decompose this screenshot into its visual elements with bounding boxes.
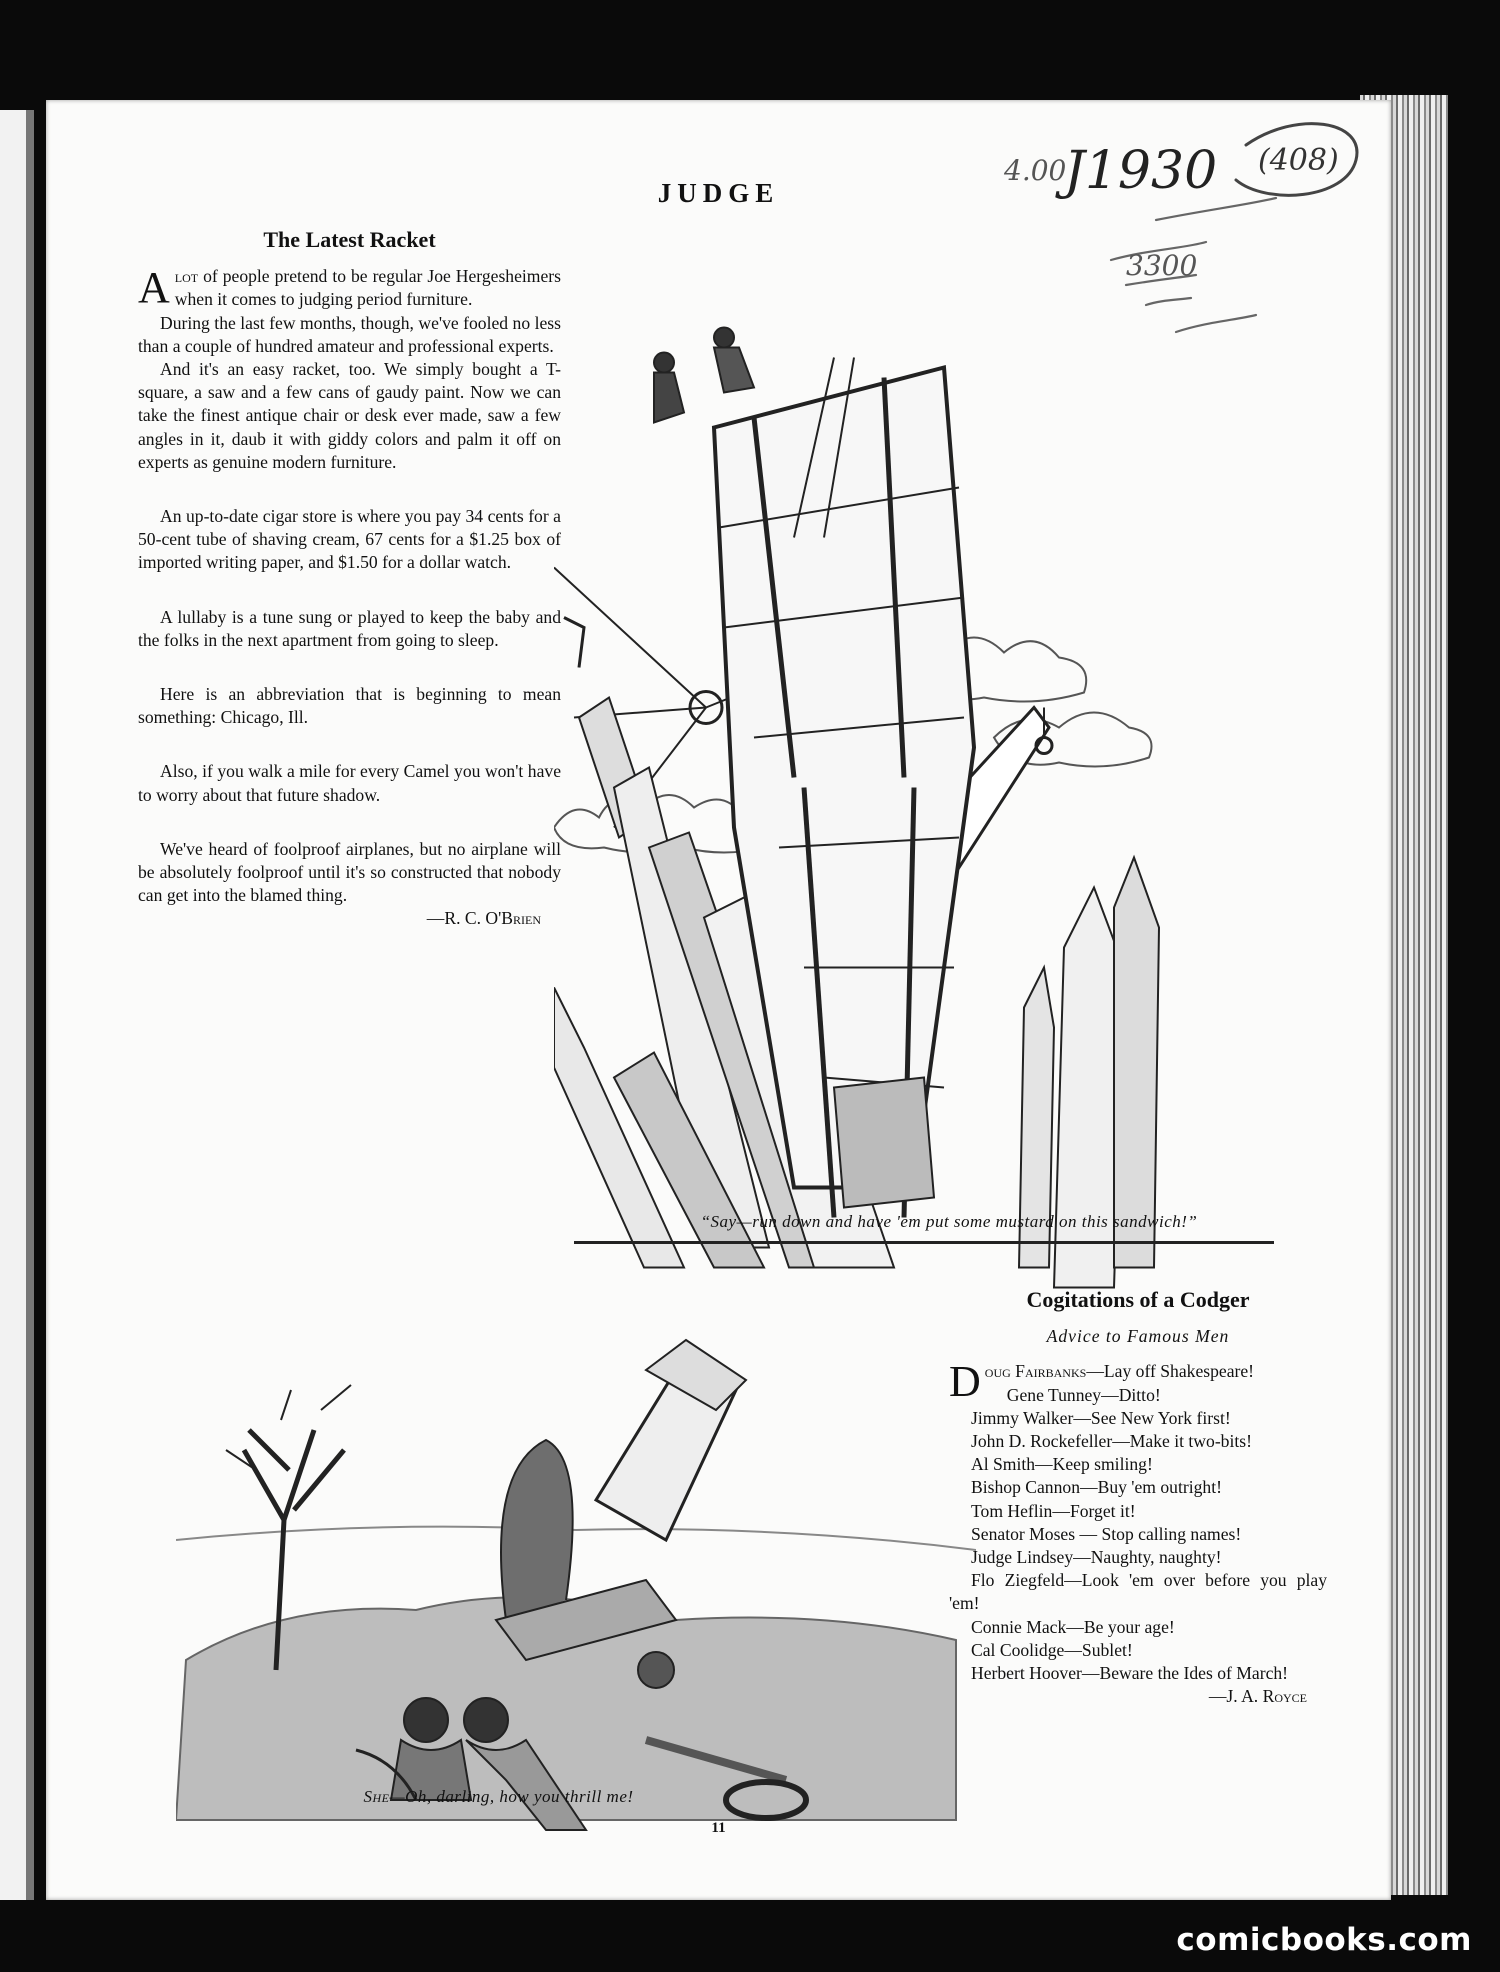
pencil-code: J1930 — [1064, 141, 1218, 201]
pencil-figure: 3300 — [1126, 249, 1198, 282]
article-title: The Latest Racket — [263, 227, 436, 252]
paragraph-5: A lullaby is a tune sung or played to keep the baby and the folks in the next apartment from going to sleep. — [138, 606, 561, 650]
advice-line: Flo Ziegfeld—Look 'em over before you play 'em! — [949, 1570, 1327, 1614]
pencil-price: 4.00 — [1004, 154, 1067, 187]
advice-line: Tom Heflin—Forget it! — [971, 1500, 1136, 1521]
paragraph-2: During the last few months, though, we've fooled no less than a couple of hundred amateur and professional experts. — [138, 312, 561, 356]
paragraph-1: Alot of people pretend to be regular Joe Hergesheimers when it comes to judging period furniture. — [138, 263, 561, 313]
pencil-number: (408) — [1258, 143, 1339, 178]
advice-line: Cal Coolidge—Sublet! — [971, 1639, 1133, 1660]
paragraph-4: An up-to-date cigar store is where you pay 34 cents for a 50-cent tube of shaving cream, 67 cents for a $1.25 box of imported writing paper, and $1.50 for a dollar watch. — [138, 506, 561, 573]
paragraph-7: Also, if you walk a mile for every Camel you won't have to worry about that future shadow. — [138, 761, 561, 805]
drop-cap: D — [949, 1357, 981, 1407]
advice-line: John D. Rockefeller—Make it two-bits! — [971, 1431, 1252, 1452]
tower-cartoon-caption: “Say—run down and have 'em put some mustard on this sandwich!” — [700, 1212, 1198, 1231]
article-signature: —R. C. O'Brien — [426, 908, 541, 929]
advice-line: Connie Mack—Be your age! — [971, 1616, 1175, 1637]
advice-line: Gene Tunney—Ditto! — [1006, 1384, 1161, 1405]
watermark-logo: comicbooks.com — [1176, 1922, 1472, 1958]
paragraph-6: Here is an abbreviation that is beginning to mean something: Chicago, Ill. — [138, 684, 561, 728]
advice-line: Herbert Hoover—Beware the Ides of March! — [971, 1663, 1289, 1684]
page-number: 11 — [711, 1820, 726, 1836]
left-page-gutter — [26, 110, 34, 1900]
tower-cartoon-illustration — [554, 225, 1344, 1310]
article-cogitations-of-a-codger — [949, 1288, 1327, 1708]
article-title: Cogitations of a Codger — [1026, 1287, 1250, 1312]
paragraph-3: And it's an easy racket, too. We simply bought a T-square, a saw and a few cans of gaudy paint. Now we can take the finest antique chair or desk ever made, saw a few angles in it, daub it with giddy colors and palm it off on experts as genuine modern furniture. — [138, 359, 561, 472]
advice-line: Senator Moses — Stop calling names! — [971, 1523, 1242, 1544]
article-subtitle: Advice to Famous Men — [1046, 1326, 1230, 1347]
page-header: JUDGE — [657, 178, 780, 208]
advice-line: Judge Lindsey—Naughty, naughty! — [971, 1547, 1222, 1568]
paragraph-8: We've heard of foolproof airplanes, but no airplane will be absolutely foolproof until it's so constructed that nobody can get into the blamed thing. — [138, 838, 561, 906]
advice-line: Bishop Cannon—Buy 'em outright! — [971, 1477, 1222, 1498]
magazine-page — [46, 100, 1391, 1900]
drop-cap: A — [138, 263, 170, 313]
advice-line-first: Doug Fairbanks—Lay off Shakespeare! — [949, 1357, 1255, 1407]
crash-cartoon-caption: She—Oh, darling, how you thrill me! — [363, 1787, 634, 1806]
article-signature: —J. A. Royce — [1208, 1686, 1307, 1707]
advice-line: Jimmy Walker—See New York first! — [971, 1407, 1231, 1428]
article-latest-racket — [138, 228, 561, 931]
advice-line: Al Smith—Keep smiling! — [971, 1454, 1153, 1475]
